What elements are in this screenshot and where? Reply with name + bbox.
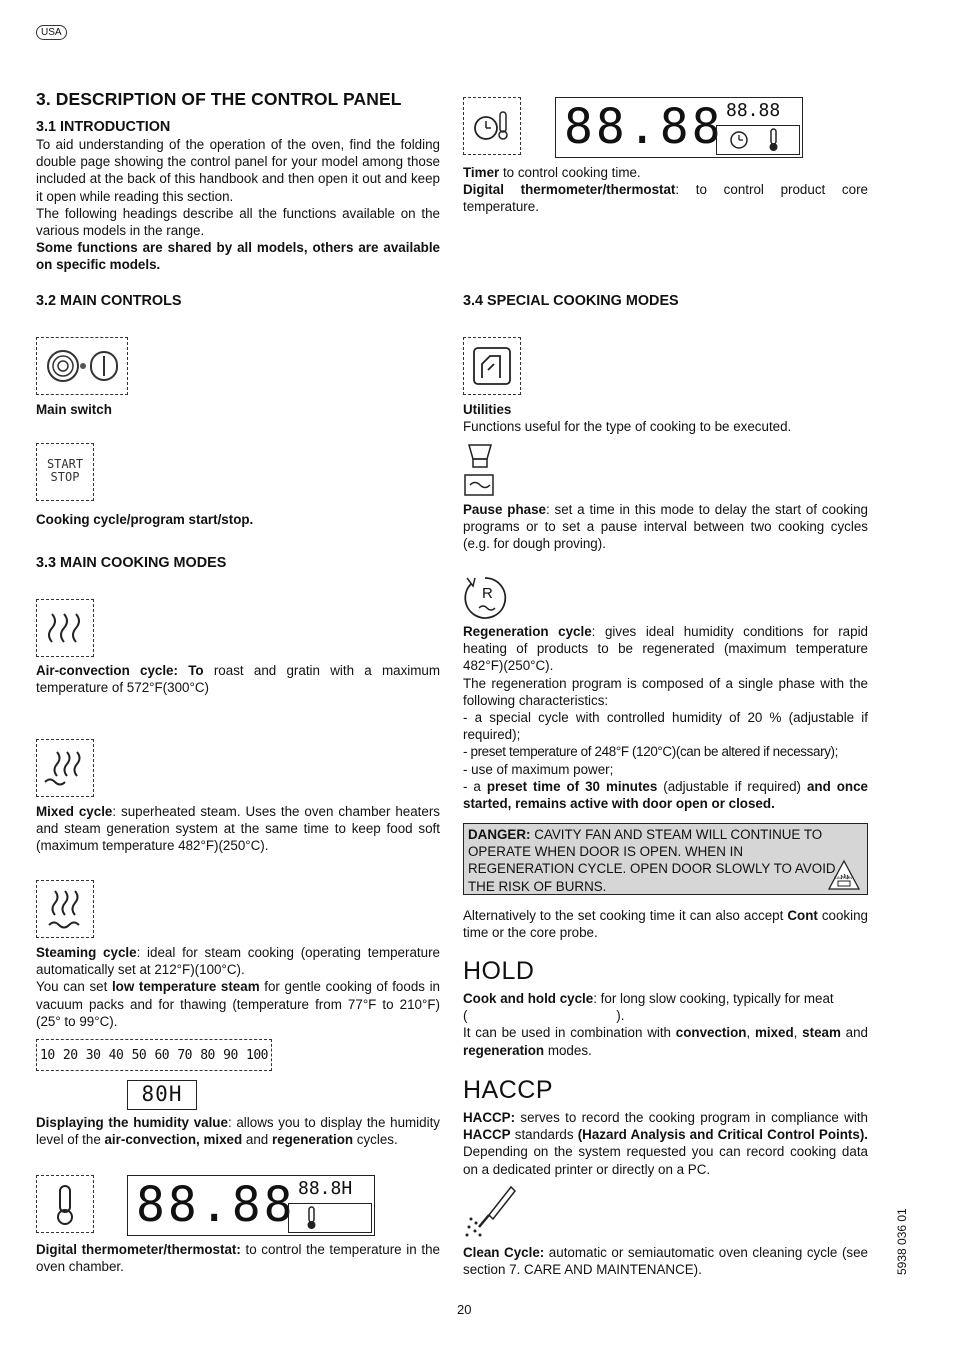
humidity-scale-value: 10 — [40, 1047, 55, 1063]
alt-text-post: cooking time or the core probe. — [463, 908, 868, 941]
thermometer-icon[interactable] — [36, 1175, 94, 1233]
regeneration-bullet-2: - preset temperature of 248°F (120°C)(can be altered if necessary); — [463, 744, 839, 760]
hold-p2-pre: It can be used in combination with — [463, 1025, 676, 1041]
region-badge — [36, 22, 67, 40]
timer-probe-icon[interactable] — [463, 97, 521, 155]
timer-icon-box — [716, 125, 800, 155]
hold-paren: ( ). — [463, 1008, 625, 1024]
hold-p2-post: modes. — [544, 1042, 592, 1058]
timer-label: Timer — [463, 165, 500, 180]
document-code: 5938 036 01 — [895, 1208, 909, 1275]
intro-heading: 3.1 INTRODUCTION — [36, 119, 171, 135]
humidity-text-1: : allows you to display the humidity level of the — [36, 1115, 440, 1148]
hold-desc — [463, 990, 868, 1059]
hold-p2-regeneration: regeneration — [463, 1042, 545, 1058]
intro-paragraph-1: To aid understanding of the operation of the oven, find the folding double page showing the control panel for your model among those included at the back of this handbook and then open it out and keep it open while reading this section. — [36, 137, 440, 204]
utilities-desc — [463, 401, 868, 435]
humidity-scale-value: 100 — [246, 1047, 268, 1063]
regeneration-text: : gives ideal humidity conditions for rapid heating of products to be regenerated (maximum temperature 482°F)(250°C). — [463, 624, 868, 674]
regeneration-label: Regeneration cycle — [463, 624, 592, 639]
haccp-title: HACCP — [463, 1076, 554, 1104]
special-modes-heading: 3.4 SPECIAL COOKING MODES — [463, 293, 679, 309]
clean-cycle-text: automatic or semiautomatic oven cleaning cycle (see section 7. CARE AND MAINTENANCE). — [463, 1245, 868, 1278]
regeneration-bullet-4-bold-2: and once started, remains active with door open or closed. — [463, 778, 868, 812]
hold-p2-mixed: mixed — [754, 1025, 794, 1041]
timer-small-digits: 88.88 — [726, 100, 781, 121]
regeneration-bullet-4-mid: (adjustable if required) — [657, 778, 807, 794]
start-stop-icon[interactable] — [36, 443, 94, 501]
oven-thermo-desc — [36, 1241, 440, 1275]
main-controls-heading: 3.2 MAIN CONTROLS — [36, 293, 182, 309]
regeneration-desc — [463, 623, 868, 812]
oven-temp-icon-box — [288, 1203, 372, 1233]
pause-phase-label: Pause phase — [463, 502, 546, 517]
humidity-scale-value: 60 — [154, 1047, 170, 1063]
humidity-scale-value: 90 — [223, 1047, 238, 1063]
humidity-label: Displaying the humidity value — [36, 1115, 228, 1130]
hold-text: : for long slow cooking, typically for meat — [593, 991, 834, 1006]
air-convection-desc — [36, 662, 440, 696]
mixed-cycle-text: : superheated steam. Uses the oven chamber heaters and steam generation system at the same time to keep food soft (maximum temperature 482°F)(250°C). — [36, 804, 440, 854]
haccp-bold-2: HACCP — [463, 1127, 511, 1143]
regeneration-bullet-1: - a special cycle with controlled humidity of 20 % (adjustable if required); — [463, 710, 868, 743]
air-convection-text: roast and gratin with a maximum temperature of 572°F(300°C) — [36, 663, 440, 696]
humidity-scale-value: 30 — [85, 1047, 101, 1063]
regeneration-bullet-3: - use of maximum power; — [463, 761, 614, 777]
oven-temp-main-digits: 88.88 — [136, 1177, 296, 1233]
haccp-text-3: Depending on the system requested you can record cooking data on a dedicated printer or directly on a PC. — [463, 1144, 868, 1177]
clean-cycle-label: Clean Cycle: — [463, 1245, 545, 1260]
haccp-desc — [463, 1109, 868, 1178]
danger-warning-box — [463, 823, 868, 895]
timer-display — [555, 97, 803, 158]
humidity-display-value: 80H — [141, 1082, 183, 1106]
hold-p2-convection: convection — [675, 1025, 747, 1041]
hot-steam-warning-icon — [827, 859, 861, 891]
main-switch-icon[interactable] — [36, 337, 128, 395]
humidity-desc — [36, 1114, 440, 1148]
oven-thermo-label: Digital thermometer/thermostat: — [36, 1242, 241, 1257]
humidity-scale-value: 20 — [62, 1047, 78, 1063]
humidity-text-2: and — [242, 1132, 272, 1148]
mixed-cycle-label: Mixed cycle — [36, 804, 113, 819]
haccp-bold-3: (Hazard Analysis and Critical Control Points). — [577, 1127, 868, 1143]
hold-label: Cook and hold cycle — [463, 991, 594, 1006]
mixed-cycle-icon[interactable] — [36, 739, 94, 797]
pause-phase-text: : set a time in this mode to delay the start of cooking programs or to set a pause interval between two cooking cycles (e.g. for dough proving). — [463, 502, 868, 552]
regeneration-icon-letter: R — [482, 585, 493, 602]
main-switch-label: Main switch — [36, 402, 112, 417]
hold-p2-steam: steam — [802, 1025, 841, 1041]
utilities-text: Functions useful for the type of cooking to be executed. — [463, 419, 792, 435]
humidity-scale-value: 80 — [200, 1047, 215, 1063]
haccp-text-2: standards — [510, 1127, 578, 1143]
low-temp-pre: You can set — [36, 979, 112, 995]
steaming-cycle-icon[interactable] — [36, 880, 94, 938]
timer-main-digits: 88.88 — [564, 99, 724, 155]
low-temp-text: for gentle cooking of foods in vacuum packs and for thawing (temperature from 77°F to 210°F)(25° to 99°C). — [36, 979, 441, 1029]
steaming-cycle-text: : ideal for steam cooking (operating temperature automatically set at 212°F)(100°C). — [36, 945, 440, 978]
intro-text — [36, 136, 440, 274]
intro-paragraph-2: The following headings describe all the functions available on the various models in the range. — [36, 205, 440, 239]
humidity-scale[interactable] — [36, 1039, 272, 1071]
page-number: 20 — [457, 1302, 472, 1317]
danger-text-block — [468, 826, 848, 895]
intro-paragraph-3: Some functions are shared by all models, others are available on specific models. — [36, 240, 440, 273]
humidity-display — [127, 1080, 197, 1110]
air-convection-icon[interactable] — [36, 599, 94, 657]
pause-phase-icon[interactable] — [463, 441, 497, 497]
regeneration-bullet-4-pre: - a — [463, 778, 487, 794]
utilities-label: Utilities — [463, 402, 512, 417]
thermometer-small-icon — [289, 1204, 369, 1232]
hold-p2-sep-2: , — [793, 1025, 803, 1041]
humidity-scale-value: 50 — [131, 1047, 147, 1063]
timer-desc — [463, 164, 868, 216]
humidity-bold-1: air-convection, mixed — [104, 1132, 243, 1148]
alt-text-pre: Alternatively to the set cooking time it can also accept — [463, 908, 788, 923]
humidity-bold-2: regeneration — [271, 1132, 354, 1148]
stop-text: STOP — [50, 470, 80, 484]
hold-title: HOLD — [463, 957, 535, 985]
start-text: START — [46, 457, 84, 471]
utilities-icon[interactable] — [463, 337, 521, 395]
mixed-cycle-desc — [36, 803, 440, 855]
start-stop-icon-text — [37, 458, 93, 484]
start-stop-label: Cooking cycle/program start/stop. — [36, 512, 254, 527]
humidity-scale-value: 40 — [108, 1047, 124, 1063]
cooking-modes-heading: 3.3 MAIN COOKING MODES — [36, 555, 227, 571]
humidity-text-3: cycles. — [353, 1132, 398, 1148]
regeneration-bullet-4-bold-1: preset time of 30 minutes — [486, 778, 658, 794]
humidity-scale-value: 70 — [177, 1047, 192, 1063]
regeneration-paragraph-2: The regeneration program is composed of a single phase with the following characteristics: — [463, 675, 868, 708]
low-temp-bold: low temperature steam — [111, 979, 260, 995]
timer-text: to control cooking time. — [499, 165, 641, 180]
steaming-cycle-label: Steaming cycle — [36, 945, 137, 960]
haccp-label: HACCP: — [463, 1110, 516, 1125]
warning-icon-text: CAUTION — [834, 875, 852, 880]
regeneration-icon[interactable] — [463, 574, 511, 620]
humidity-scale-values — [37, 1040, 271, 1070]
danger-text: CAVITY FAN AND STEAM WILL CONTINUE TO OPERATE WHEN DOOR IS OPEN. WHEN IN REGENERATION CYCLE. OPEN DOOR SLOWLY TO AVOID THE RISK OF BURNS. — [468, 827, 836, 894]
haccp-text-1: serves to record the cooking program in compliance with — [515, 1110, 868, 1125]
steaming-cycle-desc — [36, 944, 440, 1030]
clean-cycle-desc — [463, 1244, 868, 1278]
section-title: 3. DESCRIPTION OF THE CONTROL PANEL — [36, 89, 402, 109]
region-label: USA — [36, 25, 67, 40]
alternative-text — [463, 907, 868, 941]
oven-thermo-text: to control the temperature in the oven chamber. — [36, 1242, 440, 1275]
danger-label: DANGER: — [468, 827, 531, 842]
hold-p2-sep-1: , — [746, 1025, 755, 1041]
air-convection-label: Air-convection cycle: To — [36, 663, 204, 678]
probe-icon — [771, 129, 776, 144]
oven-temp-small-digits: 88.8H — [298, 1178, 353, 1199]
probe-text: : to control product core temperature. — [463, 182, 868, 215]
oven-temperature-display — [127, 1175, 375, 1236]
pause-phase-desc — [463, 501, 868, 553]
alt-text-bold: Cont — [787, 908, 818, 923]
hold-p2-and: and — [840, 1025, 868, 1041]
clean-cycle-icon[interactable] — [463, 1185, 517, 1239]
probe-label: Digital thermometer/thermostat — [463, 182, 676, 198]
